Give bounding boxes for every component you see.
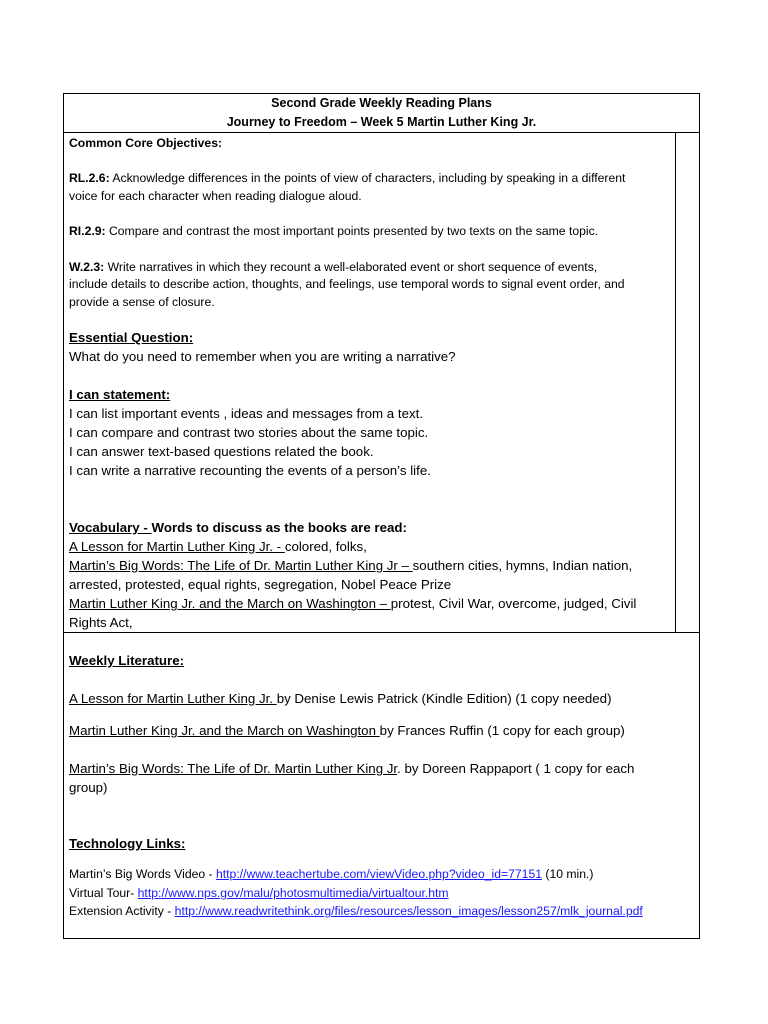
objective-w23-line2: include details to describe action, thoughts, and feelings, use temporal words to signal event order, and (69, 277, 625, 291)
objective-ri29: RI.2.9: Compare and contrast the most important points presented by two texts on the same topic. (69, 224, 599, 238)
tech-link-video: Martin’s Big Words Video - http://www.teachertube.com/viewVideo.php?video_id=77151 (10 min.) (69, 867, 594, 881)
document-title: Second Grade Weekly Reading Plans (271, 96, 492, 110)
i-can-item: I can write a narrative recounting the events of a person’s life. (69, 463, 431, 478)
objective-code: RI.2.9: (69, 224, 106, 238)
literature-item-3-cont: group) (69, 780, 108, 795)
objective-w23-line1: W.2.3: Write narratives in which they recount a well-elaborated event or short sequence of events, (69, 260, 598, 274)
i-can-item: I can list important events , ideas and messages from a text. (69, 406, 424, 421)
virtual-tour-link[interactable]: http://www.nps.gov/malu/photosmultimedia/virtualtour.htm (137, 886, 449, 900)
objectives-side-cell (675, 132, 700, 633)
i-can-item: I can compare and contrast two stories about the same topic. (69, 425, 429, 440)
vocab-book-2: Martin’s Big Words: The Life of Dr. Martin Luther King Jr – southern cities, hymns, Indian nation, (69, 558, 633, 573)
literature-item-1: A Lesson for Martin Luther King Jr. by Denise Lewis Patrick (Kindle Edition) (1 copy needed) (69, 691, 612, 706)
book-title: A Lesson for Martin Luther King Jr. - (69, 539, 285, 554)
literature-item-2: Martin Luther King Jr. and the March on Washington by Frances Ruffin (1 copy for each group) (69, 723, 625, 738)
book-title: Martin’s Big Words: The Life of Dr. Martin Luther King Jr – (69, 558, 413, 573)
vocab-book-2-cont: arrested, protested, equal rights, segregation, Nobel Peace Prize (69, 577, 452, 592)
vocab-book-1: A Lesson for Martin Luther King Jr. - colored, folks, (69, 539, 367, 554)
vocab-book-3: Martin Luther King Jr. and the March on Washington – protest, Civil War, overcome, judged, Civil (69, 596, 637, 611)
book-title: Martin’s Big Words: The Life of Dr. Martin Luther King Jr (69, 761, 398, 776)
book-title: Martin Luther King Jr. and the March on Washington – (69, 596, 391, 611)
book-title: A Lesson for Martin Luther King Jr. (69, 691, 277, 706)
objective-code: W.2.3: (69, 260, 105, 274)
vocabulary-heading: Vocabulary - Words to discuss as the books are read: (69, 520, 407, 535)
document-subtitle: Journey to Freedom – Week 5 Martin Luther King Jr. (226, 115, 537, 129)
technology-links-heading: Technology Links: (69, 836, 186, 851)
objective-code: RL.2.6: (69, 171, 110, 185)
essential-question-text: What do you need to remember when you are writing a narrative? (69, 349, 456, 364)
objective-rl26-line2: voice for each character when reading dialogue aloud. (69, 189, 362, 203)
tech-link-tour: Virtual Tour- http://www.nps.gov/malu/photosmultimedia/virtualtour.htm (69, 886, 449, 900)
objective-rl26-line1: RL.2.6: Acknowledge differences in the points of view of characters, including by speaking in a different (69, 171, 626, 185)
book-title: Martin Luther King Jr. and the March on Washington (69, 723, 380, 738)
essential-question-heading: Essential Question: (69, 330, 194, 345)
objectives-heading: Common Core Objectives: (69, 136, 223, 150)
vocab-book-3-cont: Rights Act, (69, 615, 133, 630)
weekly-literature-heading: Weekly Literature: (69, 653, 185, 668)
i-can-item: I can answer text-based questions related the book. (69, 444, 374, 459)
objective-w23-line3: provide a sense of closure. (69, 295, 215, 309)
i-can-heading: I can statement: (69, 387, 171, 402)
tech-link-extension: Extension Activity - http://www.readwritethink.org/files/resources/lesson_images/lesson257/mlk_journal.pdf (69, 904, 643, 918)
extension-activity-link[interactable]: http://www.readwritethink.org/files/resources/lesson_images/lesson257/mlk_journal.pdf (174, 904, 643, 918)
video-link[interactable]: http://www.teachertube.com/viewVideo.php?video_id=77151 (216, 867, 543, 881)
literature-item-3: Martin’s Big Words: The Life of Dr. Martin Luther King Jr. by Doreen Rappaport ( 1 copy for each (69, 761, 635, 776)
